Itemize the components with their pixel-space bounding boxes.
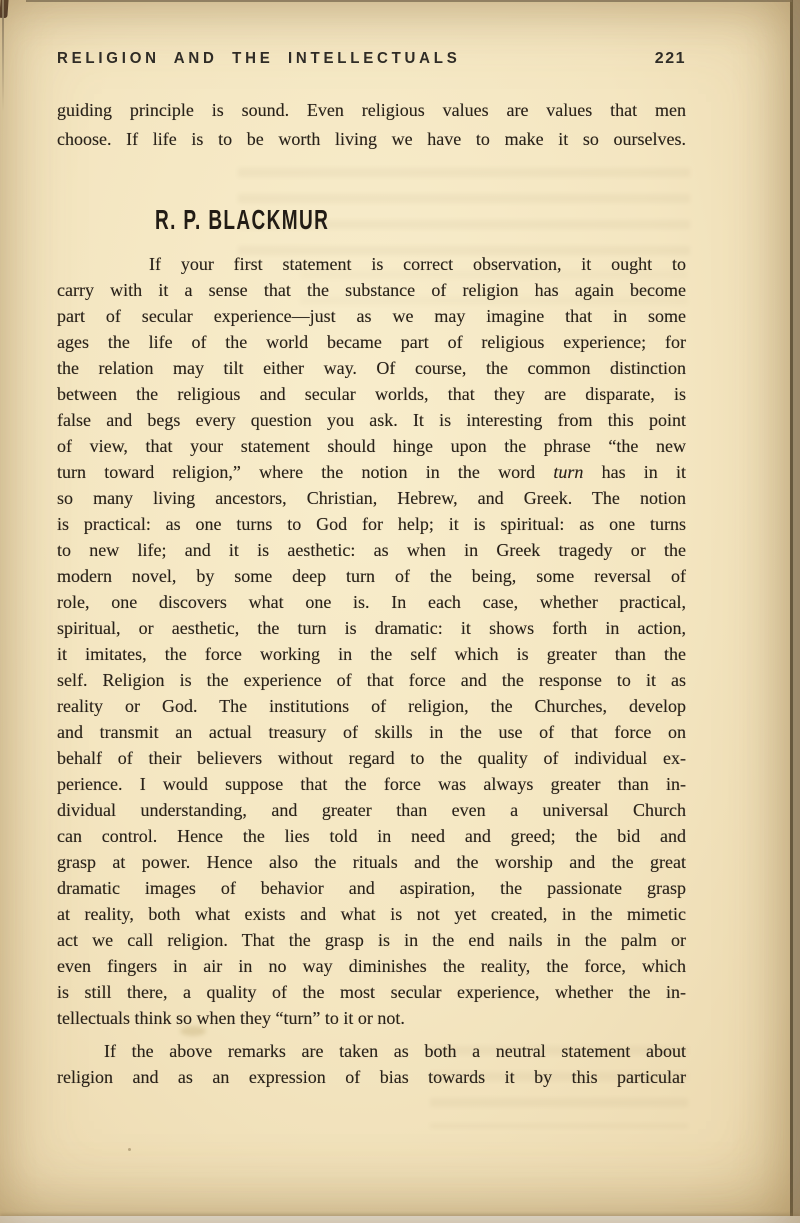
text-line: at reality, both what exists and what is not yet created, in the mimetic <box>57 904 686 924</box>
text-line: between the religious and secular worlds, that they are disparate, is <box>57 384 686 404</box>
text-line: the relation may tilt either way. Of course, the common distinction <box>57 358 686 378</box>
text-line: of view, that your statement should hinge upon the phrase “the new <box>57 436 686 456</box>
left-edge-line <box>2 0 4 112</box>
text-line: to new life; and it is aesthetic: as when in Greek tragedy or the <box>57 540 686 560</box>
header-title: RELIGION AND THE INTELLECTUALS <box>57 50 461 67</box>
text-line: carry with it a sense that the substance of religion has again become <box>57 280 686 300</box>
text-line: reality or God. The institutions of religion, the Churches, develop <box>57 696 686 716</box>
paper-speck <box>128 1148 131 1151</box>
text-line: is practical: as one turns to God for help; it is spiritual: as one turns <box>57 514 686 534</box>
text-line: can control. Hence the lies told in need and greed; the bid and <box>57 826 686 846</box>
text-line: even fingers in air in no way diminishes the reality, the force, which <box>57 956 686 976</box>
text-line: modern novel, by some deep turn of the being, some reversal of <box>57 566 686 586</box>
text-line: self. Religion is the experience of that force and the response to it as <box>57 670 686 690</box>
running-header <box>57 50 686 68</box>
page-right-edge <box>790 0 800 1216</box>
text-line: tellectuals think so when they “turn” to it or not. <box>57 1008 405 1028</box>
continuation-paragraph <box>57 1038 686 1090</box>
intro-paragraph <box>57 96 686 154</box>
text-line: is still there, a quality of the most secular experience, whether the in- <box>57 982 686 1002</box>
text-line: part of secular experience—just as we may imagine that in some <box>57 306 686 326</box>
page-number: 221 <box>654 50 686 67</box>
section-heading: R. P. BLACKMUR <box>155 204 330 235</box>
text-line: behalf of their believers without regard to the quality of individual ex- <box>57 748 686 768</box>
text-line: turn toward religion,” where the notion in the word turn has in it <box>57 462 687 482</box>
text-line: perience. I would suppose that the force was always greater than in- <box>57 774 686 794</box>
page-top-edge <box>26 0 792 2</box>
text-line: dividual understanding, and greater than even a universal Church <box>57 800 686 820</box>
text-line: guiding principle is sound. Even religious values are values that men <box>57 100 686 120</box>
text-line: so many living ancestors, Christian, Hebrew, and Greek. The notion <box>57 488 686 508</box>
text-line: and transmit an actual treasury of skills in the use of that force on <box>57 722 686 742</box>
text-line: religion and as an expression of bias towards it by this particular <box>57 1067 686 1087</box>
text-line: act we call religion. That the grasp is in the end nails in the palm or <box>57 930 686 950</box>
text-line: spiritual, or aesthetic, the turn is dramatic: it shows forth in action, <box>57 618 686 638</box>
text-line: dramatic images of behavior and aspiration, the passionate grasp <box>57 878 686 898</box>
text-line: it imitates, the force working in the self which is greater than the <box>57 644 686 664</box>
text-line: false and begs every question you ask. It is interesting from this point <box>57 410 686 430</box>
bottom-white-strip <box>0 1216 800 1223</box>
text-line: choose. If life is to be worth living we have to make it so ourselves. <box>57 129 686 149</box>
text-line: ages the life of the world became part of religious experience; for <box>57 332 686 352</box>
text-line: role, one discovers what one is. In each case, whether practical, <box>57 592 686 612</box>
text-line: If your first statement is correct observation, it ought to <box>149 254 686 274</box>
text-line: If the above remarks are taken as both a neutral statement about <box>104 1041 686 1061</box>
main-paragraph <box>57 251 686 1031</box>
text-line: grasp at power. Hence also the rituals and the worship and the great <box>57 852 686 872</box>
